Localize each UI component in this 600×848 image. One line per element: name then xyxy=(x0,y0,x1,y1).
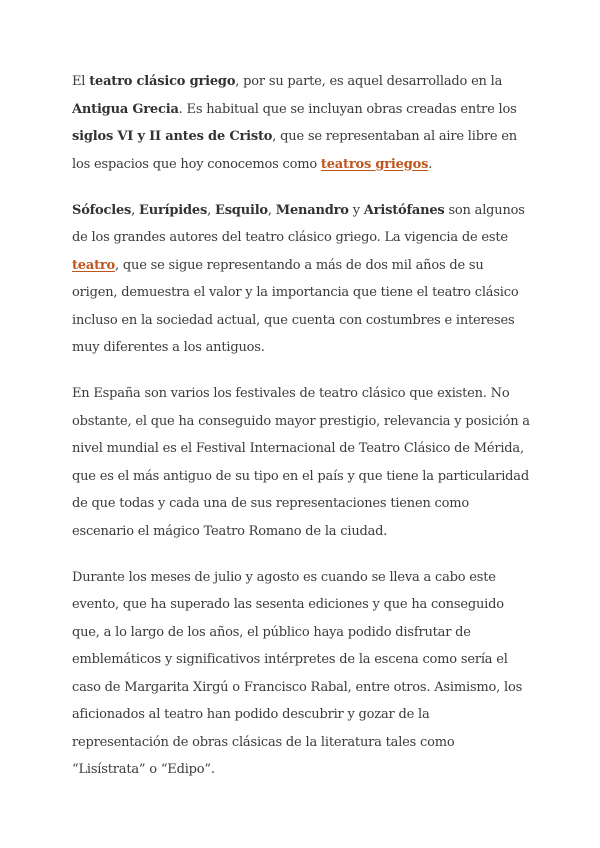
text-span: , que se sigue representando a más de dos mil años de su origen, demuestra el valor y la importancia que tiene el teatro clásico incluso en la sociedad actual, que cuenta con costumbres e intereses muy diferentes a los antiguos. xyxy=(72,257,519,355)
text-span: En España son varios los festivales de teatro clásico que existen. No obstante, el que ha conseguido mayor prestigio, relevancia y posición a nivel mundial es el Festival Internacional de Teatro Clásico de Mérida, que es el más antiguo de su tipo en el país y que tiene la particularidad de que todas y cada una de sus representaciones tienen como escenario el mágico Teatro Romano de la ciudad. xyxy=(72,386,530,539)
paragraph-spain-festivals xyxy=(72,380,530,545)
link-teatros-griegos[interactable]: teatros griegos xyxy=(320,156,429,172)
text-span: , xyxy=(267,202,276,218)
paragraph-authors xyxy=(72,197,530,362)
bold-term: teatro clásico griego xyxy=(89,74,236,89)
link-teatro[interactable]: teatro xyxy=(72,257,116,273)
text-span: . xyxy=(428,156,433,172)
text-span: , xyxy=(131,202,140,218)
text-span: . Es habitual que se incluyan obras creadas entre los xyxy=(178,101,517,117)
bold-term: Eurípides xyxy=(139,202,208,218)
bold-term: Esquilo xyxy=(214,202,268,218)
text-span: son algunos de los grandes autores del teatro clásico griego. La vigencia de este xyxy=(72,202,525,245)
paragraph-festival-details xyxy=(72,564,530,784)
bold-term: Aristófanes xyxy=(363,202,445,218)
bold-term: Menandro xyxy=(275,202,349,218)
paragraph-greek-theatre xyxy=(72,68,530,178)
text-span: , que se representaban al aire libre en los espacios que hoy conocemos como xyxy=(72,129,517,172)
text-span: , por su parte, es aquel desarrollado en la xyxy=(235,74,503,89)
bold-term: siglos VI y II antes de Cristo xyxy=(72,129,273,144)
text-span: , xyxy=(207,202,215,218)
bold-term: Sófocles xyxy=(72,202,132,218)
bold-term: Antigua Grecia xyxy=(72,101,179,117)
text-span: Durante los meses de julio y agosto es cuando se lleva a cabo este evento, que ha superado las sesenta ediciones y que ha conseguido que, a lo largo de los años, el público haya podido disfrutar de emblemáticos y significativos intérpretes de la escena como sería el caso de Margarita Xirgú o Francisco Rabal, entre otros. Asimismo, los aficionados al teatro han podido descubrir y gozar de la representación de obras clásicas de la literatura tales como “Lisístrata” o “Edipo”. xyxy=(72,569,523,777)
text-span: y xyxy=(348,202,364,218)
text-span: El xyxy=(72,74,90,89)
